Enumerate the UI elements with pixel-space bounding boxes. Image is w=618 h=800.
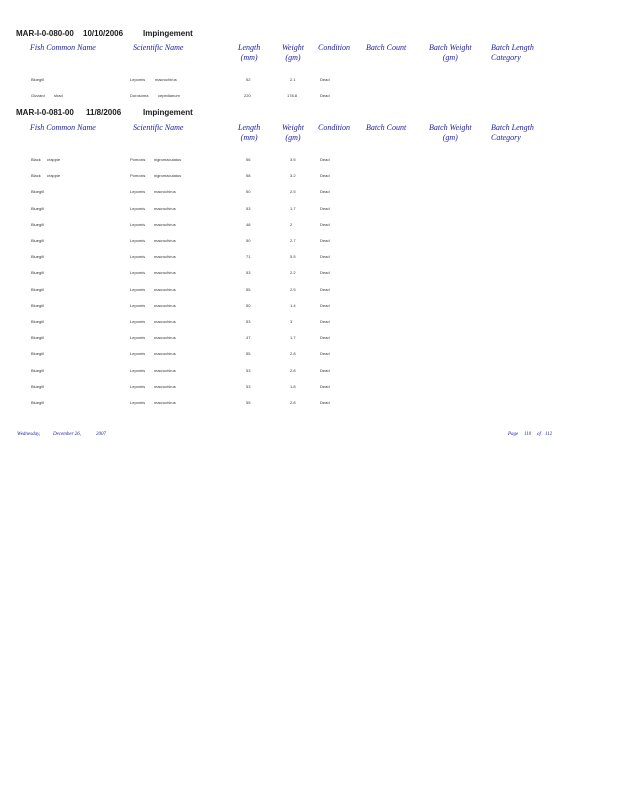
length-value: 47 bbox=[246, 335, 251, 341]
sample-type: Impingement bbox=[143, 29, 193, 38]
footer-date: December 26, bbox=[53, 432, 82, 437]
scientific-genus: Lepomis bbox=[130, 335, 146, 341]
weight-value: 1.8 bbox=[290, 383, 296, 389]
common-name-1: Bluegill bbox=[31, 319, 44, 324]
length-value: 55 bbox=[246, 286, 251, 292]
weight-value: 2.8 bbox=[290, 351, 296, 357]
table-row bbox=[0, 238, 618, 246]
col-length: Length (mm) bbox=[238, 123, 261, 142]
common-name-1: Bluegill bbox=[31, 286, 44, 292]
weight-value: 2.5 bbox=[290, 286, 296, 292]
scientific-genus: Lepomis bbox=[130, 351, 146, 357]
sample-type: Impingement bbox=[143, 108, 193, 117]
common-name-1: Bluegill bbox=[31, 77, 44, 82]
scientific-genus: Dorosoma bbox=[130, 93, 149, 98]
scientific-species: macrochirus bbox=[154, 335, 176, 341]
scientific-species: macrochirus bbox=[154, 221, 176, 227]
footer-year: 2007 bbox=[96, 432, 106, 437]
length-value: 53 bbox=[246, 383, 251, 389]
scientific-genus: Lepomis bbox=[130, 77, 146, 82]
table-row bbox=[0, 189, 618, 197]
length-value: 53 bbox=[246, 270, 251, 276]
weight-value: 3 bbox=[290, 319, 293, 324]
weight-value: 3.5 bbox=[290, 157, 296, 162]
scientific-species: macrochirus bbox=[154, 238, 176, 243]
col-condition: Condition bbox=[318, 43, 351, 52]
condition-value: Dead bbox=[320, 77, 330, 82]
length-value: 55 bbox=[246, 400, 251, 405]
common-name-1: Bluegill bbox=[31, 270, 44, 276]
scientific-species: macrochirus bbox=[154, 189, 176, 195]
col-weight: Weight (gm) bbox=[282, 123, 304, 142]
col-weight: Weight (gm) bbox=[282, 43, 304, 62]
sample-date: 11/8/2006 bbox=[86, 108, 122, 117]
col-batch-count: Batch Count bbox=[366, 43, 407, 52]
condition-value: Dead bbox=[320, 238, 330, 243]
col-fish-common-name: Fish Common Name bbox=[30, 43, 96, 52]
length-value: 53 bbox=[246, 205, 251, 211]
common-name-1: Bluegill bbox=[31, 254, 44, 260]
col-batch-weight: Batch Weight (gm) bbox=[429, 43, 472, 62]
footer-page-number: 110 bbox=[524, 432, 532, 437]
table-row bbox=[0, 77, 618, 85]
common-name-2: crappie bbox=[47, 157, 61, 162]
length-value: 52 bbox=[246, 77, 251, 82]
sample-id: MAR-I-0-080-00 bbox=[16, 29, 74, 38]
condition-value: Dead bbox=[320, 367, 330, 373]
table-row bbox=[0, 93, 618, 101]
col-batch-weight: Batch Weight (gm) bbox=[429, 123, 472, 142]
scientific-genus: Lepomis bbox=[130, 254, 146, 260]
col-length: Length (mm) bbox=[238, 43, 261, 62]
table-row bbox=[0, 368, 618, 376]
scientific-species: macrochirus bbox=[154, 383, 176, 389]
common-name-1: Black bbox=[31, 173, 41, 179]
common-name-1: Bluegill bbox=[31, 351, 44, 357]
col-batch-length: Batch Length Category bbox=[491, 123, 534, 142]
length-value: 50 bbox=[246, 302, 251, 308]
condition-value: Dead bbox=[320, 383, 330, 389]
scientific-genus: Lepomis bbox=[130, 383, 146, 389]
common-name-1: Bluegill bbox=[31, 221, 44, 227]
table-row bbox=[0, 303, 618, 311]
scientific-species: nigromaculatus bbox=[154, 173, 182, 179]
table-row bbox=[0, 384, 618, 392]
common-name-1: Bluegill bbox=[31, 335, 44, 341]
scientific-species: macrochirus bbox=[154, 319, 176, 324]
scientific-genus: Lepomis bbox=[130, 221, 146, 227]
condition-value: Dead bbox=[320, 173, 330, 179]
common-name-1: Bluegill bbox=[31, 367, 44, 373]
weight-value: 2.1 bbox=[290, 77, 296, 82]
length-value: 53 bbox=[246, 319, 251, 324]
scientific-species: nigromaculatus bbox=[154, 157, 182, 162]
scientific-species: macrochirus bbox=[154, 351, 176, 357]
weight-value: 2.8 bbox=[290, 367, 296, 373]
common-name-1: Bluegill bbox=[31, 383, 44, 389]
scientific-species: macrochirus bbox=[154, 286, 176, 292]
scientific-species: macrochirus bbox=[154, 254, 176, 260]
scientific-species: cepedianum bbox=[158, 93, 180, 98]
length-value: 50 bbox=[246, 189, 251, 195]
condition-value: Dead bbox=[320, 286, 330, 292]
scientific-species: macrochirus bbox=[154, 302, 176, 308]
scientific-genus: Lepomis bbox=[130, 205, 146, 211]
scientific-genus: Pomoxis bbox=[130, 157, 146, 162]
common-name-1: Bluegill bbox=[31, 189, 44, 195]
scientific-genus: Pomoxis bbox=[130, 173, 146, 179]
scientific-genus: Lepomis bbox=[130, 302, 146, 308]
condition-value: Dead bbox=[320, 319, 330, 324]
condition-value: Dead bbox=[320, 302, 330, 308]
weight-value: 2.2 bbox=[290, 270, 296, 276]
footer-of-label: of bbox=[537, 432, 541, 437]
table-row bbox=[0, 254, 618, 262]
scientific-genus: Lepomis bbox=[130, 367, 146, 373]
scientific-species: macrochirus bbox=[154, 205, 176, 211]
scientific-species: macrochirus bbox=[154, 270, 176, 276]
condition-value: Dead bbox=[320, 400, 330, 405]
col-condition: Condition bbox=[318, 123, 351, 132]
table-row bbox=[0, 287, 618, 295]
table-row bbox=[0, 335, 618, 343]
length-value: 58 bbox=[246, 173, 251, 179]
condition-value: Dead bbox=[320, 270, 330, 276]
length-value: 48 bbox=[246, 221, 251, 227]
scientific-genus: Lepomis bbox=[130, 189, 146, 195]
length-value: 53 bbox=[246, 367, 251, 373]
common-name-2: shad bbox=[54, 93, 63, 98]
scientific-species: macrochirus bbox=[154, 400, 176, 405]
weight-value: 1.7 bbox=[290, 335, 296, 341]
weight-value: 5.5 bbox=[290, 254, 296, 260]
length-value: 56 bbox=[246, 157, 251, 162]
condition-value: Dead bbox=[320, 205, 330, 211]
condition-value: Dead bbox=[320, 221, 330, 227]
table-row bbox=[0, 173, 618, 181]
footer-page-total: 112 bbox=[545, 432, 553, 437]
scientific-genus: Lepomis bbox=[130, 286, 146, 292]
length-value: 220 bbox=[244, 93, 251, 98]
weight-value: 1.4 bbox=[290, 302, 296, 308]
col-batch-count: Batch Count bbox=[366, 123, 407, 132]
condition-value: Dead bbox=[320, 351, 330, 357]
table-row bbox=[0, 319, 618, 327]
common-name-1: Bluegill bbox=[31, 400, 44, 405]
common-name-2: crappie bbox=[47, 173, 61, 179]
col-scientific-name: Scientific Name bbox=[133, 123, 184, 132]
sample-date: 10/10/2006 bbox=[83, 29, 124, 38]
common-name-1: Bluegill bbox=[31, 238, 44, 243]
weight-value: 178.8 bbox=[287, 93, 298, 98]
table-row bbox=[0, 222, 618, 230]
table-row bbox=[0, 270, 618, 278]
scientific-genus: Lepomis bbox=[130, 238, 146, 243]
common-name-1: Bluegill bbox=[31, 205, 44, 211]
weight-value: 2.8 bbox=[290, 400, 296, 405]
col-scientific-name: Scientific Name bbox=[133, 43, 184, 52]
scientific-species: macrochirus bbox=[155, 77, 177, 82]
col-fish-common-name: Fish Common Name bbox=[30, 123, 96, 132]
table-row bbox=[0, 157, 618, 165]
scientific-genus: Lepomis bbox=[130, 400, 146, 405]
condition-value: Dead bbox=[320, 189, 330, 195]
weight-value: 2.5 bbox=[290, 189, 296, 195]
condition-value: Dead bbox=[320, 157, 330, 162]
common-name-1: Gizzard bbox=[31, 93, 45, 98]
scientific-species: macrochirus bbox=[154, 367, 176, 373]
weight-value: 3.2 bbox=[290, 173, 296, 179]
scientific-genus: Lepomis bbox=[130, 319, 146, 324]
footer-page-label: Page bbox=[508, 432, 519, 437]
weight-value: 2.7 bbox=[290, 238, 296, 243]
length-value: 71 bbox=[246, 254, 251, 260]
condition-value: Dead bbox=[320, 93, 330, 98]
common-name-1: Bluegill bbox=[31, 302, 44, 308]
condition-value: Dead bbox=[320, 254, 330, 260]
weight-value: 1.7 bbox=[290, 205, 296, 211]
condition-value: Dead bbox=[320, 335, 330, 341]
common-name-1: Black bbox=[31, 157, 41, 162]
length-value: 50 bbox=[246, 238, 251, 243]
table-row bbox=[0, 206, 618, 214]
table-row bbox=[0, 351, 618, 359]
length-value: 55 bbox=[246, 351, 251, 357]
weight-value: 2 bbox=[290, 221, 293, 227]
sample-id: MAR-I-0-081-00 bbox=[16, 108, 74, 117]
scientific-genus: Lepomis bbox=[130, 270, 146, 276]
footer-weekday: Wednesday, bbox=[17, 432, 41, 437]
col-batch-length: Batch Length Category bbox=[491, 43, 534, 62]
table-row bbox=[0, 400, 618, 408]
